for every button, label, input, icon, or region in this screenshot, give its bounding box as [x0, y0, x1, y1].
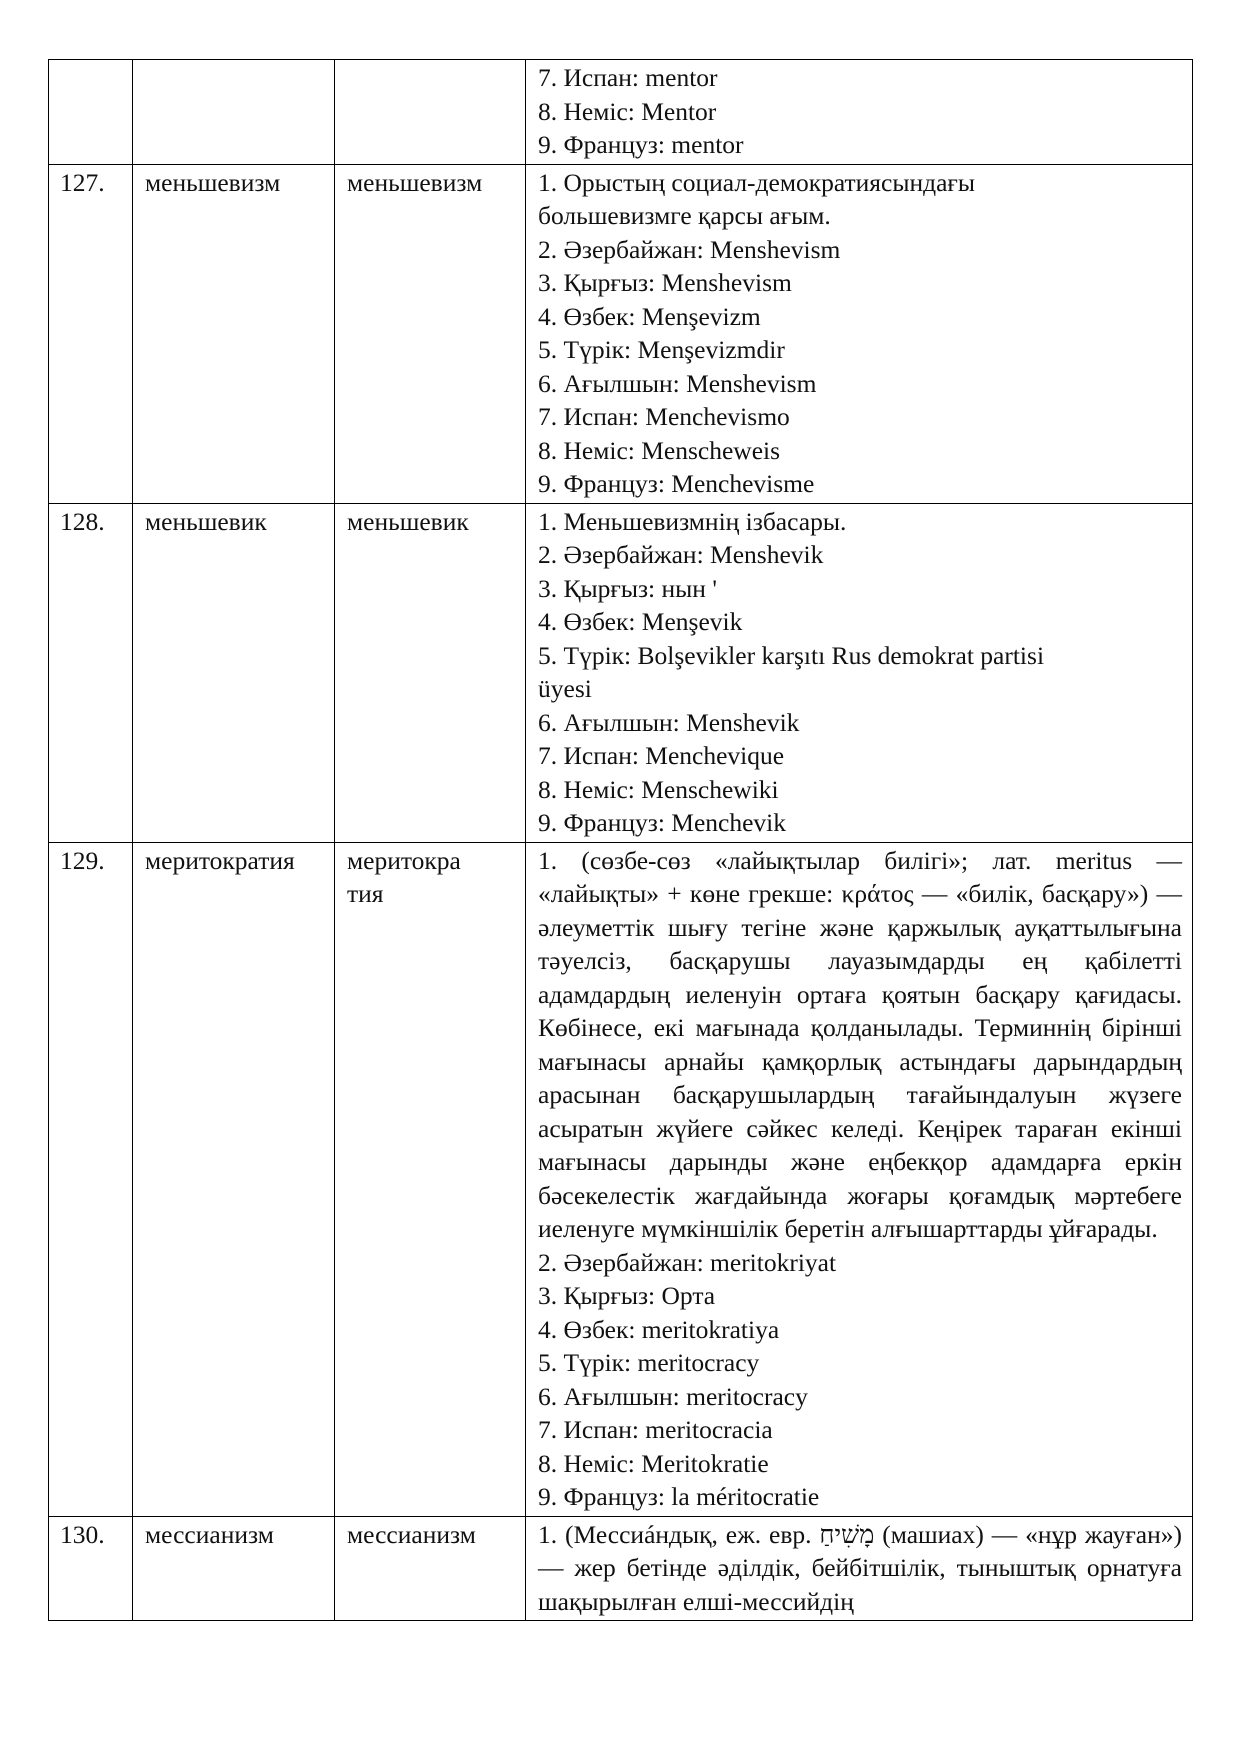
translation-line: 2. Әзербайжан: Menshevism: [538, 234, 841, 264]
translation-line: 5. Түрік: Menşevizmdir: [538, 335, 785, 364]
translation-line: 6. Ағылшын: Menshevik: [538, 707, 800, 737]
definition-line: 1. Меньшевизмнің ізбасары.: [538, 506, 847, 536]
table-row: [49, 842, 1193, 1516]
entry-number: [49, 60, 133, 165]
translation-line: 9. Француз: mentor: [538, 130, 744, 159]
table-row: [49, 60, 1193, 165]
term-russian: меньшевизм: [335, 164, 526, 503]
translation-line: 7. Испан: meritocracia: [538, 1415, 773, 1444]
translation-line: 9. Француз: Menchevisme: [538, 469, 815, 498]
term-kazakh: меньшевик: [133, 503, 335, 842]
translation-line: üyesi: [538, 674, 592, 703]
term-russian: мессианизм: [335, 1516, 526, 1621]
translation-line: 4. Өзбек: meritokratiya: [538, 1314, 780, 1344]
table-row: [49, 1516, 1193, 1621]
definition-line: 1. Орыстың социал-демократиясындағы: [538, 167, 976, 197]
term-kazakh: мессианизм: [133, 1516, 335, 1621]
term-russian: меньшевик: [335, 503, 526, 842]
term-kazakh: [133, 60, 335, 165]
translation-line: 7. Испан: Menchevismo: [538, 402, 790, 431]
translations-cell: [526, 842, 1193, 1516]
translation-line: 9. Француз: Menchevik: [538, 808, 787, 837]
translations-cell: [526, 503, 1193, 842]
translation-line: 4. Өзбек: Menşevik: [538, 607, 743, 636]
translation-line: 5. Түрік: meritocracy: [538, 1348, 760, 1377]
term-kazakh: меритократия: [133, 842, 335, 1516]
term-russian: [335, 842, 526, 1516]
translation-line: 8. Неміс: Meritokratie: [538, 1448, 769, 1478]
definition-paragraph: 1. (сөзбе-сөз «лайықтылар билігі»; лат. meritus — «лайықты» + көне грекше: κράτος — «билік, басқару») — әлеуметтік шығу тегіне және қаржылық ауқаттылығына тәуелсіз, басқарушы лауазымдарды ең қабілетті адамдардың иеленуін ортаға қоятын басқару қағидасы. Көбінесе, екі мағынада қолданылады. Терминнің бірінші мағынасы арнайы қамқорлық астындағы дарындардың арасынан басқарушылардың тағайындалуын жүзеге асыратын жүйеге сәйкес келеді. Кеңірек тараған екінші мағынасы дарынды және еңбекқор адамдарға еркін бәсекелестік жағдайында жоғары қоғамдық мәртебеге иеленуге мүмкіншілік беретін алғышарттарды ұйғарады.: [538, 845, 1182, 1243]
translation-line: 8. Неміс: Mentor: [538, 96, 717, 126]
term-russian: [335, 60, 526, 165]
translation-line: 6. Ағылшын: Menshevism: [538, 368, 817, 398]
translation-line: 7. Испан: Menchevique: [538, 741, 785, 770]
entry-number: 127.: [49, 164, 133, 503]
translations-cell: [526, 1516, 1193, 1621]
translation-line: 2. Әзербайжан: Menshevik: [538, 540, 824, 569]
definition-paragraph: 1. (Мессиáндық, еж. евр. מָשִׁיחַ (машиах) — «нұр жауған») — жер бетінде әділдік, бейбітшілік, тыныштық орнатуға шақырылған елші-мессийдің: [538, 1519, 1182, 1616]
table-row: [49, 503, 1193, 842]
term-russian-part: меритокра: [347, 845, 461, 875]
translation-line: 3. Қырғыз: Орта: [538, 1281, 716, 1310]
translation-line: 3. Қырғыз: нын ': [538, 573, 717, 603]
translation-line: 8. Неміс: Menschewiki: [538, 774, 779, 804]
table-row: [49, 164, 1193, 503]
translations-cell: [526, 164, 1193, 503]
entry-number: 129.: [49, 842, 133, 1516]
translation-line: 8. Неміс: Menscheweis: [538, 435, 781, 465]
translation-line: 4. Өзбек: Menşevizm: [538, 301, 761, 331]
term-kazakh: меньшевизм: [133, 164, 335, 503]
dictionary-table: [48, 59, 1193, 1621]
translation-line: 2. Әзербайжан: meritokriyat: [538, 1247, 837, 1277]
term-russian-part: тия: [347, 879, 384, 908]
translation-line: 7. Испан: mentor: [538, 63, 718, 92]
entry-number: 128.: [49, 503, 133, 842]
translation-line: 5. Түрік: Bolşevikler karşıtı Rus demokrat partisi: [538, 640, 1045, 670]
translations-cell: [526, 60, 1193, 165]
definition-line: большевизмге қарсы ағым.: [538, 201, 831, 230]
translation-line: 3. Қырғыз: Menshevism: [538, 268, 792, 297]
translation-line: 6. Ағылшын: meritocracy: [538, 1381, 808, 1411]
translation-line: 9. Француз: la méritocratie: [538, 1482, 820, 1511]
entry-number: 130.: [49, 1516, 133, 1621]
document-page: [48, 59, 1192, 1621]
